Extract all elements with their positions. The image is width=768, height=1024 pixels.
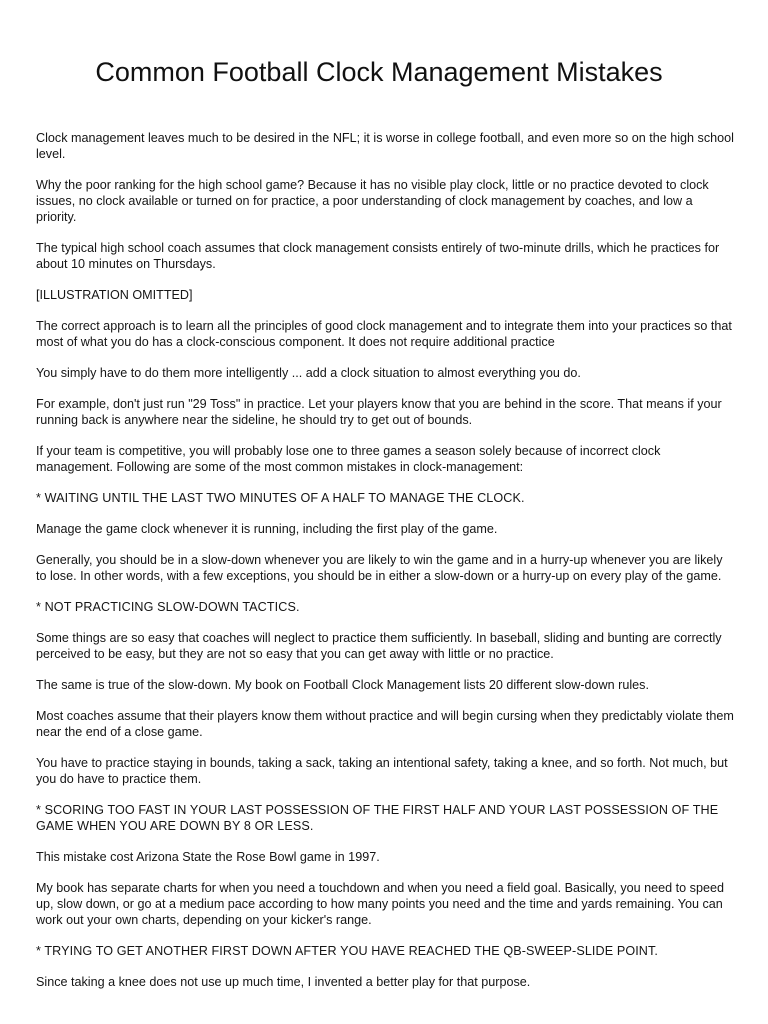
paragraph: Generally, you should be in a slow-down whenever you are likely to win the game and in a hurry-up whenever you are likely to lose. In other words, with a few exceptions, you should be in either a slow-down or a hurry-up on every play of the game. xyxy=(36,553,723,583)
paragraph: The same is true of the slow-down. My book on Football Clock Management lists 20 different slow-down rules. xyxy=(36,678,649,692)
paragraph: The typical high school coach assumes that clock management consists entirely of two-minute drills, which he practices for about 10 minutes on Thursdays. xyxy=(36,241,720,271)
paragraph: You have to practice staying in bounds, taking a sack, taking an intentional safety, taking a knee, and so forth. Not much, but you do have to practice them. xyxy=(36,756,728,786)
paragraph: For example, don't just run "29 Toss" in practice. Let your players know that you are behind in the score. That means if your running back is anywhere near the sideline, he should try to get out of bounds. xyxy=(36,397,722,427)
article-body xyxy=(36,130,736,1005)
paragraph: Since taking a knee does not use up much time, I invented a better play for that purpose. xyxy=(36,975,531,989)
paragraph: If your team is competitive, you will probably lose one to three games a season solely because of incorrect clock management. Following are some of the most common mistakes in clock-management: xyxy=(36,444,661,474)
paragraph: Manage the game clock whenever it is running, including the first play of the game. xyxy=(36,522,498,536)
paragraph: Some things are so easy that coaches will neglect to practice them sufficiently. In baseball, sliding and bunting are correctly perceived to be easy, but they are not so easy that you can get away with little or no practice. xyxy=(36,631,722,661)
section-heading: * NOT PRACTICING SLOW-DOWN TACTICS. xyxy=(36,600,300,614)
paragraph: Clock management leaves much to be desired in the NFL; it is worse in college football, and even more so on the high school level. xyxy=(36,131,734,161)
paragraph: This mistake cost Arizona State the Rose Bowl game in 1997. xyxy=(36,850,380,864)
section-heading: * TRYING TO GET ANOTHER FIRST DOWN AFTER YOU HAVE REACHED THE QB-SWEEP-SLIDE POINT. xyxy=(36,944,659,958)
section-heading: * WAITING UNTIL THE LAST TWO MINUTES OF A HALF TO MANAGE THE CLOCK. xyxy=(36,491,525,505)
paragraph: My book has separate charts for when you need a touchdown and when you need a field goal. Basically, you need to speed up, slow down, or go at a medium pace according to how many points you need and the time and yards remaining. You can work out your own charts, depending on your kicker's range. xyxy=(36,881,724,927)
illustration-placeholder: [ILLUSTRATION OMITTED] xyxy=(36,288,193,302)
paragraph: Why the poor ranking for the high school game? Because it has no visible play clock, little or no practice devoted to clock issues, no clock available or turned on for practice, a poor understanding of clock management by coaches, and low a priority. xyxy=(36,178,709,224)
paragraph: The correct approach is to learn all the principles of good clock management and to integrate them into your practices so that most of what you do has a clock-conscious component. It does not require additional practice xyxy=(36,319,732,349)
page-title: Common Football Clock Management Mistakes xyxy=(95,57,663,87)
paragraph: Most coaches assume that their players know them without practice and will begin cursing when they predictably violate them near the end of a close game. xyxy=(36,709,734,739)
paragraph: You simply have to do them more intelligently ... add a clock situation to almost everything you do. xyxy=(36,366,581,380)
section-heading: * SCORING TOO FAST IN YOUR LAST POSSESSION OF THE FIRST HALF AND YOUR LAST POSSESSION OF THE GAME WHEN YOU ARE DOWN BY 8 OR LESS. xyxy=(36,803,719,833)
